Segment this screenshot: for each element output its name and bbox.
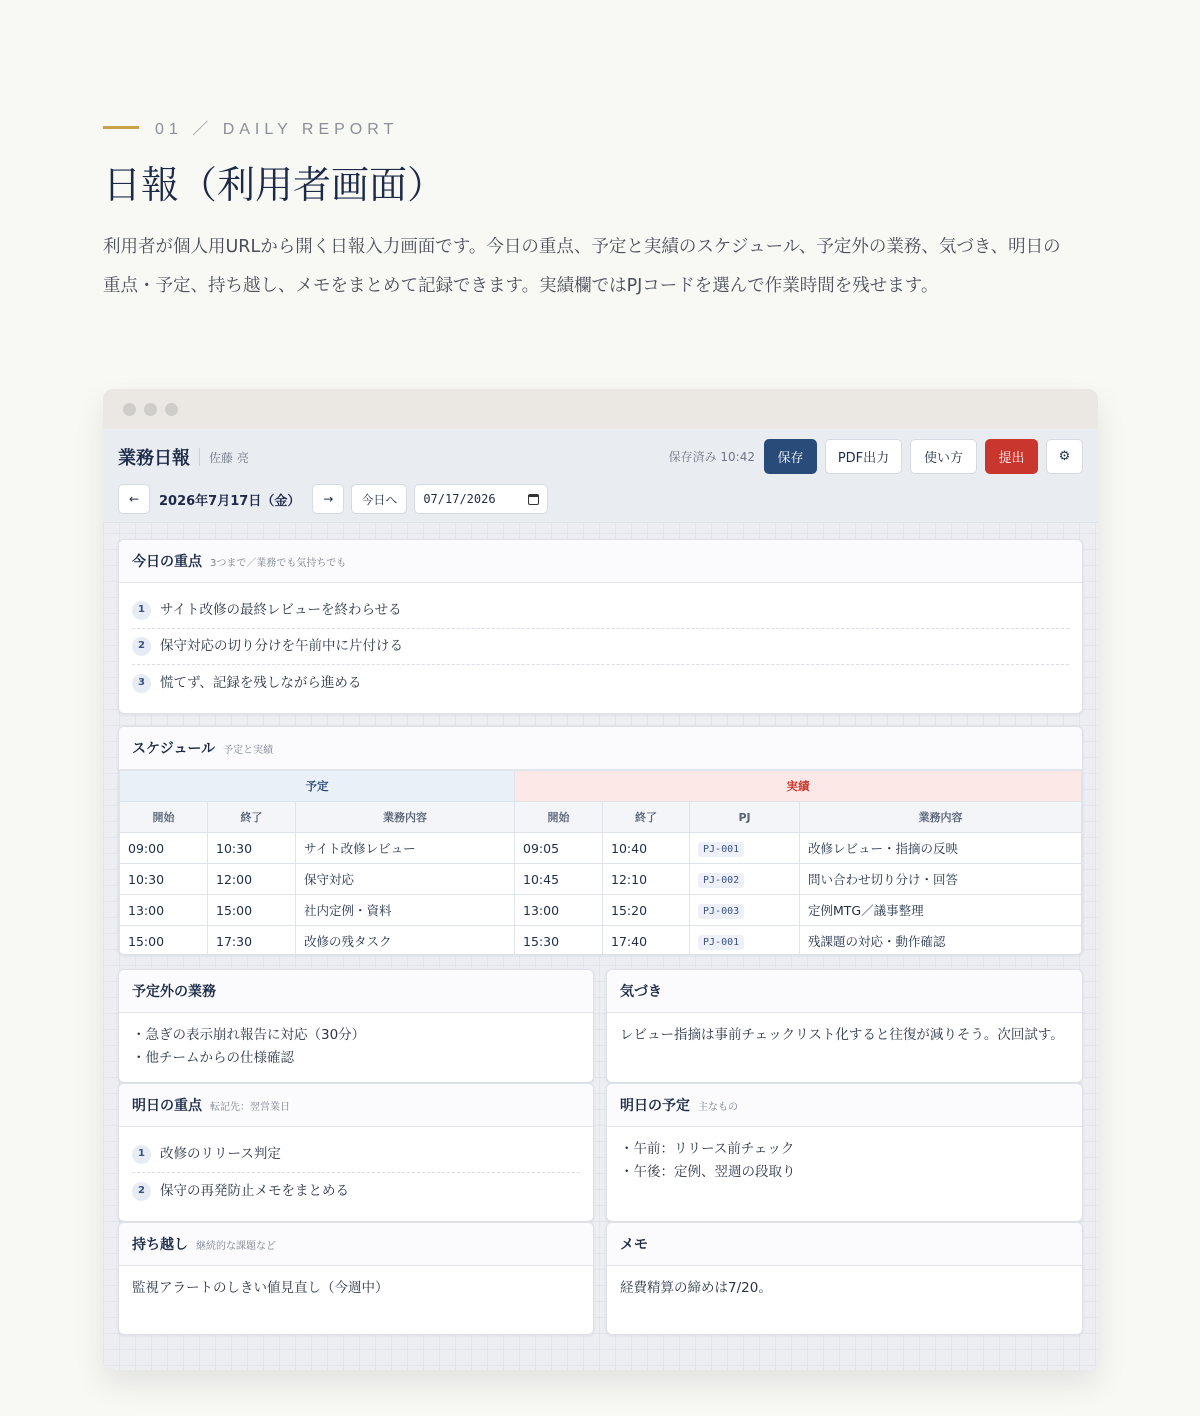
text-line: ・午前：リリース前チェック — [620, 1141, 795, 1157]
unplanned-textarea[interactable] — [119, 1013, 593, 1080]
schedule-card — [118, 726, 1083, 955]
column-header: 業務内容 — [800, 802, 1082, 833]
current-date-label: 2026年7月17日（金） — [159, 493, 301, 509]
pj-cell[interactable] — [690, 833, 800, 864]
plan-start-cell[interactable]: 15:00 — [120, 926, 208, 956]
focus-tomorrow-list — [132, 1137, 580, 1209]
hero-title: 日報（利用者画面） — [103, 163, 446, 207]
carryover-textarea[interactable] — [119, 1266, 593, 1311]
actual-end-cell[interactable]: 10:40 — [603, 833, 690, 864]
list-item[interactable] — [132, 1137, 580, 1173]
window-titlebar — [103, 389, 1098, 429]
card-body — [119, 1127, 593, 1220]
actual-task-cell[interactable]: 問い合わせ切り分け・回答 — [800, 864, 1082, 895]
card-header — [607, 1084, 1082, 1127]
column-header: 開始 — [515, 802, 603, 833]
section-eyebrow — [103, 116, 398, 139]
pj-code-badge[interactable]: PJ-003 — [698, 904, 744, 919]
actual-start-cell[interactable]: 10:45 — [515, 864, 603, 895]
plan-start-cell[interactable]: 10:30 — [120, 864, 208, 895]
memo-textarea[interactable] — [607, 1266, 1082, 1311]
unplanned-work-card — [118, 969, 594, 1083]
card-hint: 3つまで／業務でも気持ちでも — [210, 557, 347, 569]
plan-end-cell[interactable]: 12:00 — [208, 864, 296, 895]
item-text: 保守の再発防止メモをまとめる — [160, 1182, 349, 1199]
card-title: 明日の重点 — [132, 1098, 202, 1114]
item-text: 慌てず、記録を残しながら進める — [160, 674, 362, 691]
notice-card — [606, 969, 1083, 1083]
card-header — [119, 727, 1082, 770]
plan-group-header: 予定 — [120, 771, 515, 802]
column-header: 終了 — [208, 802, 296, 833]
actual-end-cell[interactable]: 17:40 — [603, 926, 690, 956]
list-item[interactable] — [132, 593, 1069, 629]
plan-end-cell[interactable]: 15:00 — [208, 895, 296, 926]
pj-code-badge[interactable]: PJ-001 — [698, 842, 744, 857]
header-actions — [669, 439, 1083, 474]
table-row — [120, 895, 1082, 926]
column-header: 開始 — [120, 802, 208, 833]
app-window — [103, 389, 1098, 1370]
column-header: 終了 — [603, 802, 690, 833]
date-picker-value: 07/17/2026 — [423, 492, 496, 506]
card-hint: 継続的な課題など — [196, 1240, 276, 1252]
card-header — [119, 540, 1082, 583]
item-number: 2 — [132, 637, 151, 656]
actual-start-cell[interactable]: 09:05 — [515, 833, 603, 864]
card-header — [119, 1084, 593, 1127]
card-header — [119, 1223, 593, 1266]
pj-code-badge[interactable]: PJ-001 — [698, 935, 744, 950]
card-title: メモ — [620, 1237, 648, 1253]
actual-start-cell[interactable]: 13:00 — [515, 895, 603, 926]
pdf-export-button[interactable]: PDF出力 — [825, 439, 902, 474]
actual-task-cell[interactable]: 改修レビュー・指摘の反映 — [800, 833, 1082, 864]
card-hint: 予定と実績 — [223, 744, 274, 756]
plan-task-cell[interactable]: 保守対応 — [296, 864, 515, 895]
item-number: 1 — [132, 601, 151, 620]
window-dot-icon — [165, 403, 178, 416]
hero-description: 利用者が個人用URLから開く日報入力画面です。今日の重点、予定と実績のスケジュール、予定外の業務、気づき、明日の重点・予定、持ち越し、メモをまとめて記録できます。実績欄ではPJコードを選んで作業時間を残せます。 — [103, 237, 1061, 296]
actual-task-cell[interactable]: 残課題の対応・動作確認 — [800, 926, 1082, 956]
pj-code-badge[interactable]: PJ-002 — [698, 873, 744, 888]
plan-task-cell[interactable]: 社内定例・資料 — [296, 895, 515, 926]
text-line: ・急ぎの表示崩れ報告に対応（30分） — [132, 1027, 366, 1043]
date-navigation — [118, 484, 548, 514]
actual-group-header: 実績 — [515, 771, 1082, 802]
app-header — [103, 429, 1098, 523]
card-header — [607, 1223, 1082, 1266]
date-picker-input[interactable] — [414, 484, 548, 514]
actual-task-cell[interactable]: 定例MTG／議事整理 — [800, 895, 1082, 926]
settings-gear-icon[interactable]: ⚙ — [1046, 439, 1083, 474]
title-divider — [199, 448, 200, 466]
item-number: 2 — [132, 1182, 151, 1201]
eyebrow-text: 01 ／ DAILY REPORT — [155, 121, 399, 138]
focus-today-list — [132, 593, 1069, 701]
plan-start-cell[interactable]: 09:00 — [120, 833, 208, 864]
column-header: PJ — [690, 802, 800, 833]
save-button[interactable]: 保存 — [764, 439, 817, 474]
submit-button[interactable]: 提出 — [985, 439, 1038, 474]
card-title: スケジュール — [132, 741, 216, 757]
card-header — [607, 970, 1082, 1013]
carryover-card — [118, 1222, 594, 1335]
app-title: 業務日報 — [118, 448, 190, 469]
actual-end-cell[interactable]: 15:20 — [603, 895, 690, 926]
calendar-icon[interactable] — [528, 494, 539, 505]
card-title: 予定外の業務 — [132, 984, 216, 1000]
list-item[interactable] — [132, 665, 1069, 701]
pj-cell[interactable] — [690, 926, 800, 956]
card-hint: 主なもの — [698, 1101, 738, 1113]
schedule-table — [119, 770, 1082, 955]
table-row — [120, 926, 1082, 956]
focus-today-card — [118, 539, 1083, 714]
card-hint: 転記先：翌営業日 — [210, 1101, 290, 1113]
window-dot-icon — [144, 403, 157, 416]
user-name: 佐藤 亮 — [209, 450, 249, 465]
card-body — [119, 583, 1082, 712]
plan-tomorrow-textarea[interactable] — [607, 1127, 1082, 1194]
help-button[interactable]: 使い方 — [910, 439, 977, 474]
next-day-arrow-icon[interactable]: → — [312, 484, 344, 514]
pj-cell[interactable] — [690, 864, 800, 895]
item-text: 保守対応の切り分けを午前中に片付ける — [160, 638, 403, 655]
text-content: 監視アラートのしきい値見直し（今週中） — [132, 1280, 389, 1296]
plan-task-cell[interactable]: サイト改修レビュー — [296, 833, 515, 864]
plan-end-cell[interactable]: 17:30 — [208, 926, 296, 956]
item-text: サイト改修の最終レビューを終わらせる — [160, 602, 402, 619]
item-text: 改修のリリース判定 — [160, 1146, 281, 1163]
text-content: レビュー指摘は事前チェックリスト化すると往復が減りそう。次回試す。 — [620, 1027, 1064, 1043]
item-number: 3 — [132, 674, 151, 693]
list-item[interactable] — [132, 1173, 580, 1209]
today-button[interactable]: 今日へ — [351, 484, 407, 514]
app-title-group — [118, 444, 249, 470]
text-line: ・他チームからの仕様確認 — [132, 1049, 294, 1066]
table-row — [120, 864, 1082, 895]
text-line: ・午後：定例、翌週の段取り — [620, 1163, 796, 1180]
plan-task-cell[interactable]: 改修の残タスク — [296, 926, 515, 956]
plan-tomorrow-card — [606, 1083, 1083, 1222]
plan-start-cell[interactable]: 13:00 — [120, 895, 208, 926]
card-title: 明日の予定 — [620, 1098, 690, 1114]
save-status: 保存済み 10:42 — [668, 450, 755, 464]
prev-day-arrow-icon[interactable]: ← — [118, 484, 150, 514]
text-content: 経費精算の締めは7/20。 — [620, 1280, 772, 1296]
actual-start-cell[interactable]: 15:30 — [515, 926, 603, 956]
card-header — [119, 970, 593, 1013]
window-dot-icon — [123, 403, 136, 416]
list-item[interactable] — [132, 629, 1069, 665]
card-title: 持ち越し — [132, 1237, 188, 1253]
column-header: 業務内容 — [296, 802, 515, 833]
actual-end-cell[interactable]: 12:10 — [603, 864, 690, 895]
card-title: 気づき — [620, 984, 662, 1000]
eyebrow-rule — [103, 126, 139, 129]
card-title: 今日の重点 — [132, 554, 202, 570]
plan-end-cell[interactable]: 10:30 — [208, 833, 296, 864]
focus-tomorrow-card — [118, 1083, 594, 1222]
memo-card — [606, 1222, 1083, 1335]
notice-textarea[interactable] — [607, 1013, 1082, 1058]
pj-cell[interactable] — [690, 895, 800, 926]
table-row — [120, 833, 1082, 864]
item-number: 1 — [132, 1145, 151, 1164]
